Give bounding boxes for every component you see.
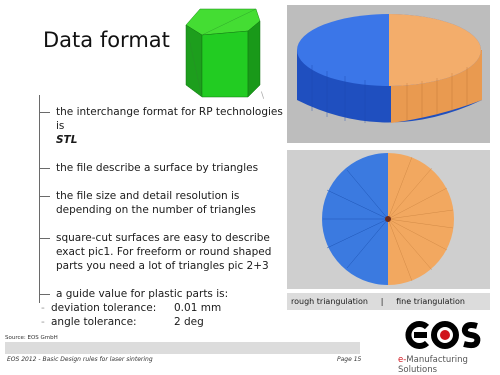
slide-title: Data format bbox=[43, 28, 170, 52]
sub-bullet-dash-icon: - bbox=[41, 302, 45, 314]
bullet-item bbox=[39, 287, 289, 301]
eos-logo bbox=[405, 317, 485, 353]
tagline bbox=[398, 355, 500, 375]
cylinder-top-view-image bbox=[287, 150, 490, 289]
bullet-item bbox=[39, 105, 289, 147]
tolerance-value: 0.01 mm bbox=[174, 302, 222, 314]
tolerance-value: 2 deg bbox=[174, 316, 204, 328]
sub-bullet-dash-icon: - bbox=[41, 316, 45, 328]
source-note: Source: EOS GmbH bbox=[5, 335, 58, 341]
image-caption: rough triangulation | fine triangulation bbox=[287, 293, 490, 310]
tagline-prefix: e- bbox=[398, 355, 407, 365]
footer-title: EOS 2012 - Basic Design rules for laser sintering bbox=[7, 356, 153, 363]
tolerance-row bbox=[39, 315, 289, 329]
bullet-item: the file describe a surface by triangles bbox=[39, 161, 289, 175]
tagline-text: Manufacturing Solutions bbox=[398, 355, 468, 375]
green-cube-image bbox=[178, 5, 268, 100]
tolerance-label: deviation tolerance: bbox=[51, 302, 157, 314]
bullet-emphasis: STL bbox=[56, 134, 78, 146]
bullet-item: the file size and detail resolution is depending on the number of triangles bbox=[39, 189, 289, 217]
bullet-text: the interchange format for RP technologies is bbox=[56, 106, 283, 132]
tolerance-row bbox=[39, 301, 289, 315]
tolerance-label: angle tolerance: bbox=[51, 316, 137, 328]
page-number: Page 15 bbox=[337, 356, 362, 363]
bullet-item: square-cut surfaces are easy to describe exact pic1. For freeform or round shaped parts you need a lot of triangles pic 2+3 bbox=[39, 231, 289, 273]
footer-bar bbox=[5, 342, 360, 354]
svg-text:\: \ bbox=[261, 91, 265, 100]
bullet-list bbox=[39, 105, 289, 329]
bullet-text: a guide value for plastic parts is: bbox=[56, 288, 229, 300]
cylinder-side-view-image bbox=[287, 5, 490, 143]
